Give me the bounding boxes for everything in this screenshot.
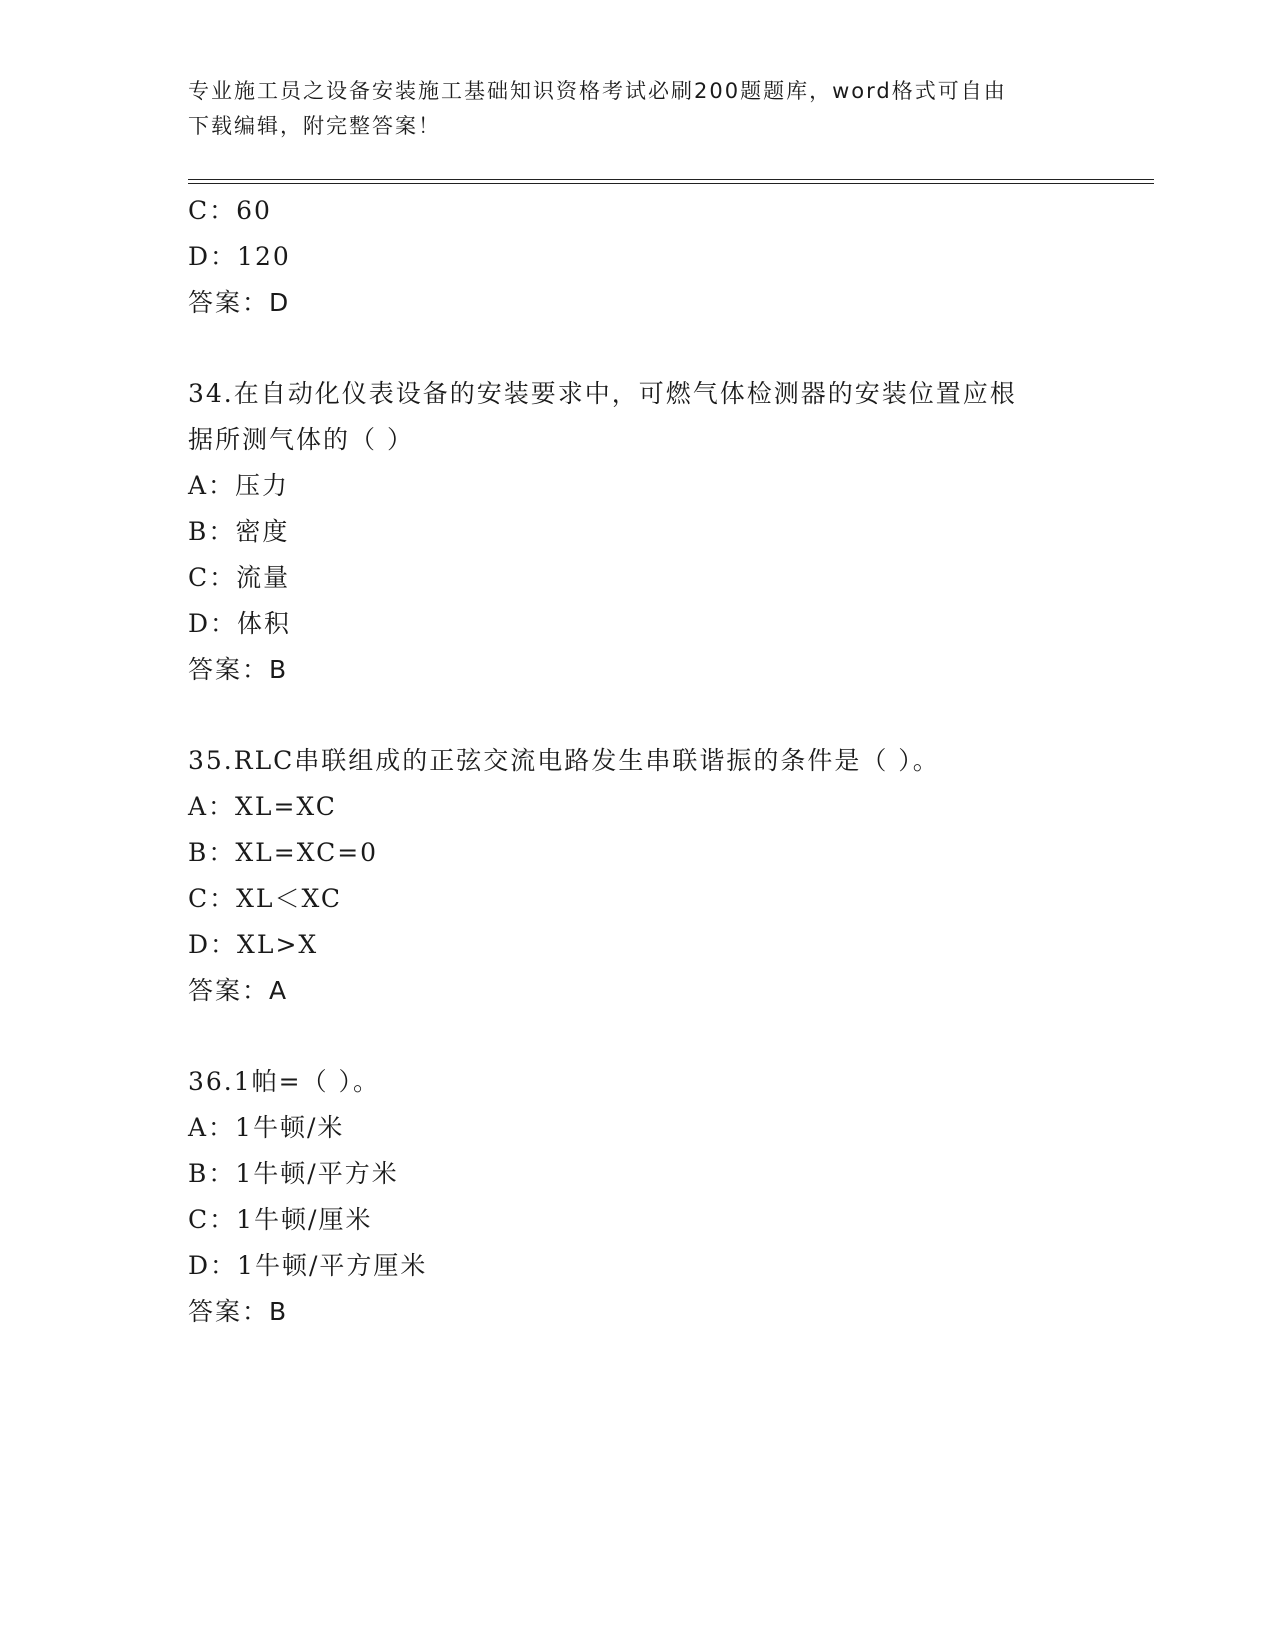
question-text-line-1: 36.1帕=（ ）。 xyxy=(188,1067,381,1096)
option-c: C：60 xyxy=(188,196,272,225)
option-d: D：1牛顿/平方厘米 xyxy=(188,1251,428,1280)
header-divider-top xyxy=(188,179,1154,180)
header-title-line-2: 下载编辑，附完整答案！ xyxy=(188,114,441,138)
option-b: B：1牛顿/平方米 xyxy=(188,1159,399,1188)
answer-label: 答案：B xyxy=(188,1297,289,1326)
header-divider-bottom xyxy=(188,183,1154,184)
question-36 xyxy=(188,1059,1088,1335)
answer-label: 答案：B xyxy=(188,655,289,684)
option-d: D：体积 xyxy=(188,609,292,638)
option-a: A：1牛顿/米 xyxy=(188,1113,345,1142)
option-d: D：XL>X xyxy=(188,930,319,959)
option-c: C：1牛顿/厘米 xyxy=(188,1205,373,1234)
document-header xyxy=(188,74,1068,144)
answer-label: 答案：A xyxy=(188,976,289,1005)
option-a: A：XL=XC xyxy=(188,792,337,821)
option-b: B：密度 xyxy=(188,517,290,546)
question-35 xyxy=(188,738,1088,1014)
question-text-line-1: 35.RLC串联组成的正弦交流电路发生串联谐振的条件是（ ）。 xyxy=(188,746,940,775)
option-c: C：XL＜XC xyxy=(188,884,343,913)
previous-question-tail xyxy=(188,188,1088,326)
question-list xyxy=(188,188,1088,1335)
option-a: A：压力 xyxy=(188,471,290,500)
option-d: D：120 xyxy=(188,242,291,271)
question-text-line-2: 据所测气体的（ ） xyxy=(188,425,414,454)
question-34 xyxy=(188,371,1088,693)
answer-label: 答案：D xyxy=(188,288,291,317)
option-c: C：流量 xyxy=(188,563,291,592)
question-text-line-1: 34.在自动化仪表设备的安装要求中，可燃气体检测器的安装位置应根 xyxy=(188,379,1017,408)
header-title-line-1: 专业施工员之设备安装施工基础知识资格考试必刷200题题库，word格式可自由 xyxy=(188,79,1007,103)
option-b: B：XL=XC=0 xyxy=(188,838,379,867)
